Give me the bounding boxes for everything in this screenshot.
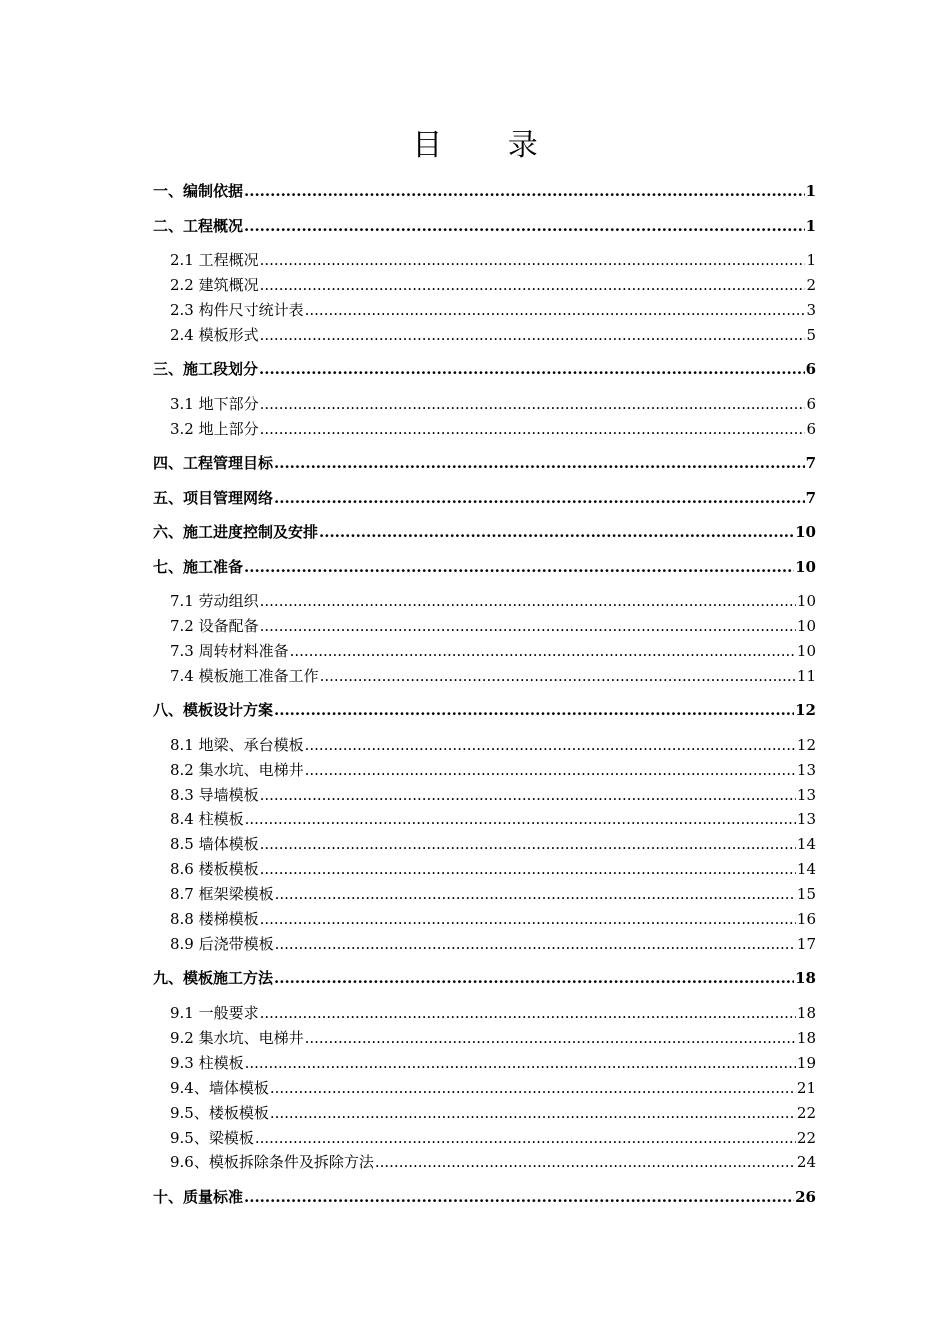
toc-page-number: 22	[796, 1104, 816, 1122]
toc-entry-text: 8.2 集水坑、电梯井	[170, 761, 304, 779]
toc-entry-text: 十、质量标准	[153, 1188, 244, 1206]
toc-entry-text: 8.8 楼梯模板	[170, 910, 259, 928]
toc-entry-text: 7.4 模板施工准备工作	[170, 667, 319, 685]
dot-leader	[260, 1002, 796, 1024]
toc-entry-text: 2.2 建筑概况	[170, 276, 259, 294]
toc-page-number: 18	[795, 969, 816, 987]
toc-subsection-entry[interactable]	[170, 418, 816, 440]
dot-leader	[274, 699, 794, 721]
toc-page-number: 5	[806, 326, 816, 344]
dot-leader	[260, 590, 796, 612]
toc-subsection-entry[interactable]	[170, 249, 816, 271]
dot-leader	[260, 784, 796, 806]
toc-page-number: 14	[796, 835, 816, 853]
toc-subsection-entry[interactable]	[170, 1052, 816, 1074]
toc-entry-text: 7.2 设备配备	[170, 617, 259, 635]
toc-entry-text: 3.2 地上部分	[170, 420, 259, 438]
toc-page-number: 1	[805, 217, 816, 235]
toc-subsection-entry[interactable]	[170, 615, 816, 637]
toc-page-number: 12	[795, 701, 816, 719]
toc-entry-text: 8.5 墙体模板	[170, 835, 259, 853]
toc-entry-text: 8.9 后浇带模板	[170, 935, 274, 953]
toc-entry-text: 三、施工段划分	[153, 360, 259, 378]
toc-page-number: 1	[805, 182, 816, 200]
toc-page-number: 11	[796, 667, 816, 685]
toc-page-number: 26	[795, 1188, 816, 1206]
toc-entry-text: 8.7 框架梁模板	[170, 885, 274, 903]
dot-leader	[245, 808, 796, 830]
dot-leader	[244, 180, 805, 202]
toc-entry-text: 7.1 劳动组织	[170, 592, 259, 610]
toc-section-entry[interactable]	[153, 180, 816, 202]
toc-entry-text: 四、工程管理目标	[153, 454, 274, 472]
dot-leader	[260, 324, 806, 346]
dot-leader	[320, 665, 796, 687]
dot-leader	[375, 1151, 796, 1173]
toc-page-number: 19	[796, 1054, 816, 1072]
toc-page-number: 10	[796, 642, 816, 660]
toc-page-number: 3	[806, 301, 816, 319]
toc-entry-text: 8.3 导墙模板	[170, 786, 259, 804]
dot-leader	[270, 1077, 796, 1099]
dot-leader	[290, 640, 796, 662]
toc-page-number: 7	[805, 489, 816, 507]
dot-leader	[274, 487, 805, 509]
toc-page-number: 1	[806, 251, 816, 269]
dot-leader	[275, 933, 796, 955]
toc-subsection-entry[interactable]	[170, 883, 816, 905]
toc-subsection-entry[interactable]	[170, 1102, 816, 1124]
toc-subsection-entry[interactable]	[170, 858, 816, 880]
toc-page-number: 17	[796, 935, 816, 953]
dot-leader	[305, 759, 796, 781]
toc-entry-text: 3.1 地下部分	[170, 395, 259, 413]
dot-leader	[260, 418, 806, 440]
toc-section-entry[interactable]	[153, 452, 816, 474]
toc-entry-text: 八、模板设计方案	[153, 701, 274, 719]
dot-leader	[260, 249, 806, 271]
toc-page-number: 13	[796, 786, 816, 804]
toc-subsection-entry[interactable]	[170, 640, 816, 662]
toc-subsection-entry[interactable]	[170, 393, 816, 415]
dot-leader	[260, 858, 796, 880]
toc-entry-text: 六、施工进度控制及安排	[153, 523, 319, 541]
dot-leader	[255, 1127, 796, 1149]
toc-page-number: 15	[796, 885, 816, 903]
dot-leader	[305, 1027, 796, 1049]
toc-entry-text: 9.1 一般要求	[170, 1004, 259, 1022]
toc-section-entry[interactable]	[153, 358, 816, 380]
dot-leader	[244, 556, 794, 578]
toc-page-number: 13	[796, 810, 816, 828]
dot-leader	[260, 274, 806, 296]
dot-leader	[260, 393, 806, 415]
toc-subsection-entry[interactable]	[170, 1027, 816, 1049]
dot-leader	[260, 908, 796, 930]
toc-subsection-entry[interactable]	[170, 908, 816, 930]
toc-entry-text: 9.5、楼板模板	[170, 1104, 269, 1122]
dot-leader	[275, 883, 796, 905]
toc-page-number: 24	[796, 1153, 816, 1171]
toc-entry-text: 二、工程概况	[153, 217, 244, 235]
toc-entry-text: 2.1 工程概况	[170, 251, 259, 269]
toc-subsection-entry[interactable]	[170, 1127, 816, 1149]
toc-subsection-entry[interactable]	[170, 1077, 816, 1099]
toc-page-number: 12	[796, 736, 816, 754]
dot-leader	[244, 215, 805, 237]
toc-page-number: 7	[805, 454, 816, 472]
toc-entry-text: 9.5、梁模板	[170, 1129, 254, 1147]
toc-page-number: 18	[796, 1029, 816, 1047]
toc-entry-text: 五、项目管理网络	[153, 489, 274, 507]
toc-title: 目 录	[412, 128, 566, 163]
toc-entry-text: 9.3 柱模板	[170, 1054, 244, 1072]
toc-subsection-entry[interactable]	[170, 665, 816, 687]
toc-subsection-entry[interactable]	[170, 590, 816, 612]
toc-entry-text: 2.4 模板形式	[170, 326, 259, 344]
toc-page-number: 18	[796, 1004, 816, 1022]
toc-page-number: 22	[796, 1129, 816, 1147]
toc-page-number: 2	[806, 276, 816, 294]
toc-page-number: 10	[795, 558, 816, 576]
toc-entry-text: 一、编制依据	[153, 182, 244, 200]
toc-entry-text: 8.6 楼板模板	[170, 860, 259, 878]
toc-page-number: 10	[796, 617, 816, 635]
toc-page-number: 14	[796, 860, 816, 878]
toc-section-entry[interactable]	[153, 521, 816, 543]
toc-entry-text: 9.2 集水坑、电梯井	[170, 1029, 304, 1047]
toc-subsection-entry[interactable]	[170, 274, 816, 296]
toc-page-number: 16	[796, 910, 816, 928]
toc-subsection-entry[interactable]	[170, 1002, 816, 1024]
toc-section-entry[interactable]	[153, 699, 816, 721]
toc-entry-text: 8.1 地梁、承台模板	[170, 736, 304, 754]
toc-page-number: 10	[795, 523, 816, 541]
toc-section-entry[interactable]	[153, 215, 816, 237]
toc-subsection-entry[interactable]	[170, 759, 816, 781]
dot-leader	[274, 452, 805, 474]
toc-entry-text: 9.6、模板拆除条件及拆除方法	[170, 1153, 374, 1171]
toc-page-number: 6	[805, 360, 816, 378]
toc-entry-text: 8.4 柱模板	[170, 810, 244, 828]
dot-leader	[259, 358, 805, 380]
toc-section-entry[interactable]	[153, 487, 816, 509]
toc-entry-text: 九、模板施工方法	[153, 969, 274, 987]
toc-section-entry[interactable]	[153, 556, 816, 578]
toc-entry-text: 7.3 周转材料准备	[170, 642, 289, 660]
dot-leader	[319, 521, 794, 543]
toc-subsection-entry[interactable]	[170, 833, 816, 855]
dot-leader	[260, 833, 796, 855]
dot-leader	[305, 734, 796, 756]
toc-entry-text: 2.3 构件尺寸统计表	[170, 301, 304, 319]
toc-page-number: 6	[806, 395, 816, 413]
toc-entry-text: 9.4、墙体模板	[170, 1079, 269, 1097]
dot-leader	[270, 1102, 796, 1124]
dot-leader	[260, 615, 796, 637]
toc-section-entry[interactable]	[153, 1186, 816, 1208]
toc-subsection-entry[interactable]	[170, 808, 816, 830]
toc-subsection-entry[interactable]	[170, 299, 816, 321]
dot-leader	[244, 1186, 794, 1208]
toc-entry-text: 七、施工准备	[153, 558, 244, 576]
dot-leader	[305, 299, 806, 321]
toc-page-number: 6	[806, 420, 816, 438]
toc-subsection-entry[interactable]	[170, 933, 816, 955]
toc-subsection-entry[interactable]	[170, 324, 816, 346]
toc-section-entry[interactable]	[153, 967, 816, 989]
toc-page-number: 10	[796, 592, 816, 610]
toc-subsection-entry[interactable]	[170, 1151, 816, 1173]
dot-leader	[274, 967, 794, 989]
toc-page-number: 13	[796, 761, 816, 779]
toc-subsection-entry[interactable]	[170, 734, 816, 756]
toc-page-number: 21	[796, 1079, 816, 1097]
toc-subsection-entry[interactable]	[170, 784, 816, 806]
dot-leader	[245, 1052, 796, 1074]
